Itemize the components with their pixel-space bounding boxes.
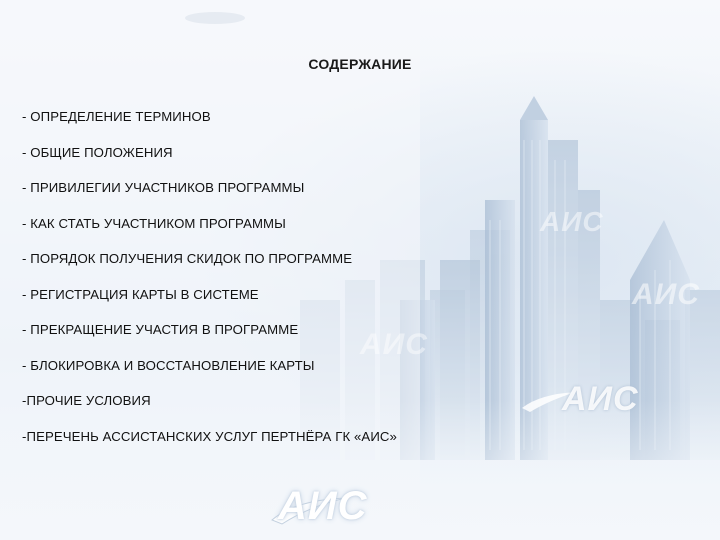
table-of-contents bbox=[22, 107, 397, 462]
page-title: СОДЕРЖАНИЕ bbox=[308, 56, 412, 72]
toc-item: - ОБЩИЕ ПОЛОЖЕНИЯ bbox=[22, 144, 173, 160]
toc-item: -ПРОЧИЕ УСЛОВИЯ bbox=[22, 393, 151, 408]
toc-item: - ПРЕКРАЩЕНИЕ УЧАСТИЯ В ПРОГРАММЕ bbox=[22, 322, 299, 337]
toc-item: - КАК СТАТЬ УЧАСТНИКОМ ПРОГРАММЫ bbox=[22, 215, 286, 231]
logo-right: АИС bbox=[562, 380, 639, 418]
toc-item: - РЕГИСТРАЦИЯ КАРТЫ В СИСТЕМЕ bbox=[22, 286, 259, 302]
toc-item: - ПРИВИЛЕГИИ УЧАСТНИКОВ ПРОГРАММЫ bbox=[22, 180, 305, 195]
toc-item: -ПЕРЕЧЕНЬ АССИСТАНСКИХ УСЛУГ ПЕРТНЁРА ГК «АИС» bbox=[22, 428, 397, 444]
toc-item: - ПОРЯДОК ПОЛУЧЕНИЯ СКИДОК ПО ПРОГРАММЕ bbox=[22, 251, 353, 266]
watermark-logo: АИС bbox=[632, 278, 700, 311]
watermark-logo: АИС bbox=[540, 206, 604, 237]
toc-item: - ОПРЕДЕЛЕНИЕ ТЕРМИНОВ bbox=[22, 109, 211, 124]
toc-item: - БЛОКИРОВКА И ВОССТАНОВЛЕНИЕ КАРТЫ bbox=[22, 357, 315, 373]
watermark-logo: АИС bbox=[360, 328, 428, 361]
logo-bottom: АИС bbox=[278, 484, 368, 528]
